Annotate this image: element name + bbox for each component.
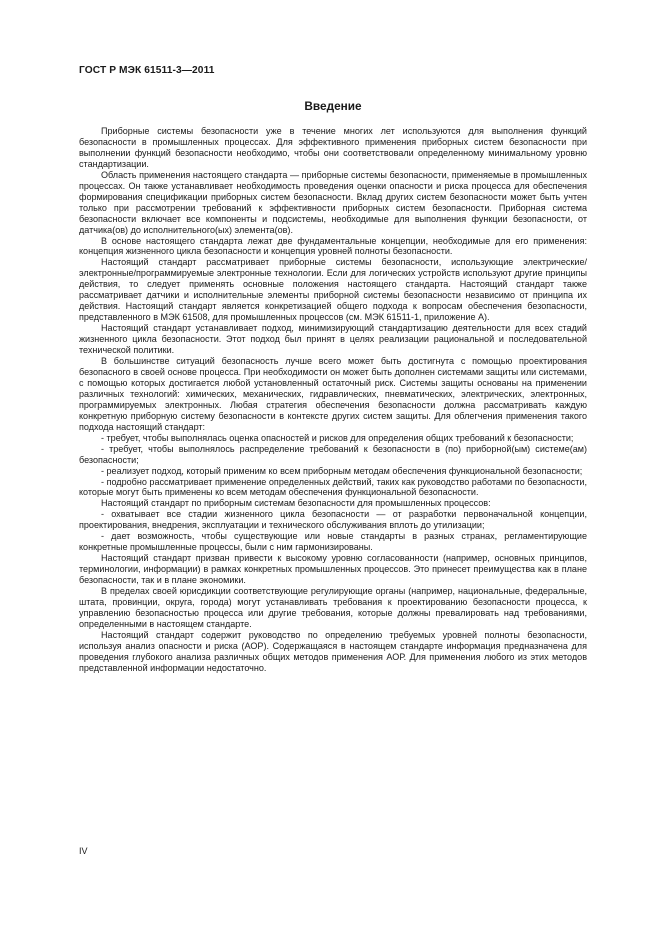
list-item: - охватывает все стадии жизненного цикла безопасности — от разработки первоначальной концепции, проектирования, внедрения, эксплуатации и технического обслуживания вплоть до утилизации;	[79, 509, 587, 531]
page-number: IV	[79, 846, 88, 856]
list-item: - требует, чтобы выполнялась оценка опасностей и рисков для определения общих требований к безопасности;	[101, 432, 574, 443]
paragraph: Настоящий стандарт содержит руководство по определению требуемых уровней полноты безопасности, используя анализ опасности и риска (АОР). Содержащаяся в настоящем стандарте информация предназначена для проведения глубокого анализа различных общих методов применения АОР. Для применения любого из этих методов представленной информации недостаточно.	[79, 629, 587, 673]
paragraph: В большинстве ситуаций безопасность лучше всего может быть достигнута с помощью проектирования безопасного в своей основе процесса. При необходимости он может быть дополнен системами защиты или системами, с помощью которых достигается любой установленный остаточный риск. Системы защиты основаны на применении различных технологий: химических, механических, гидравлических, пневматических, электрических, электронных, программируемых электронных. Любая стратегия обеспечения безопасности должна рассматривать каждую конкретную приборную систему безопасности в контексте других систем защиты. Для облегчения применения такого подхода настоящий стандарт:	[79, 356, 587, 432]
list-item: - реализует подход, который применим ко всем приборным методам обеспечения функциональной безопасности;	[101, 465, 583, 476]
paragraph: Настоящий стандарт устанавливает подход, минимизирующий стандартизацию деятельности для всех стадий жизненного цикла безопасности. Этот подход был принят в целях реализации рациональной и последовательной технической политики.	[79, 323, 587, 356]
section-title: Введение	[304, 99, 362, 113]
list-item: - дает возможность, чтобы существующие или новые стандарты в разных странах, регламентирующие конкретные промышленные процессы, были с ним гармонизированы.	[79, 531, 587, 553]
paragraph: Настоящий стандарт рассматривает приборные системы безопасности, использующие электрические/электронные/программируемые электронные технологии. Если для логических устройств используют другие принципы действия, то следует применять основные положения настоящего стандарта. Настоящий стандарт также рассматривает датчики и исполнительные элементы приборной системы безопасности независимо от принципа их действия. Настоящий стандарт является конкретизацией общего подхода к вопросам обеспечения безопасности, представленного в МЭК 61508, для промышленных процессов (см. МЭК 61511-1, приложение А).	[79, 257, 587, 323]
paragraph: Приборные системы безопасности уже в течение многих лет используются для выполнения функций безопасности в промышленных процессах. Для эффективного применения приборных систем безопасности при выполнении функций безопасности необходимо, чтобы они соответствовали определенному минимальному уровню стандартизации.	[79, 126, 587, 169]
list-item: - подробно рассматривает применение определенных действий, таких как руководство работами по безопасности, которые могут быть применены ко всем методам обеспечения функциональной безопасности.	[79, 476, 587, 498]
body-text	[79, 126, 587, 674]
paragraph: В пределах своей юрисдикции соответствующие регулирующие органы (например, национальные, федеральные, штата, провинции, округа, города) могут устанавливать требования к проектированию безопасности процесса, к управлению безопасностью процесса или другие требования, которые должны превалировать над требованиями, определенными в настоящем стандарте.	[79, 586, 587, 629]
paragraph: В основе настоящего стандарта лежат две фундаментальные концепции, необходимые для его применения: концепция жизненного цикла безопасности и концепция уровней полноты безопасности.	[79, 235, 587, 257]
list-item: - требует, чтобы выполнялось распределение требований к безопасности в (по) приборной(ым) системе(ам) безопасности;	[79, 443, 587, 465]
paragraph: Область применения настоящего стандарта — приборные системы безопасности, применяемые в промышленных процессах. Он также устанавливает необходимость проведения оценки опасности и риска процесса для обеспечения формирования спецификации приборных систем безопасности. Вклад других систем безопасности может быть учтен только при рассмотрении требований к эффективности приборных систем безопасности. Приборная система безопасности включает все компоненты и подсистемы, необходимые для выполнения функции безопасности, от датчика(ов) до исполнительного(ых) элемента(ов).	[79, 169, 587, 235]
standard-code-header: ГОСТ Р МЭК 61511-3—2011	[79, 65, 215, 76]
paragraph: Настоящий стандарт по приборным системам безопасности для промышленных процессов:	[101, 498, 491, 509]
paragraph: Настоящий стандарт призван привести к высокому уровню согласованности (например, основных принципов, терминологии, информации) в рамках конкретных промышленных процессов. Это принесет преимущества как в плане безопасности, так и в плане экономики.	[79, 553, 587, 586]
